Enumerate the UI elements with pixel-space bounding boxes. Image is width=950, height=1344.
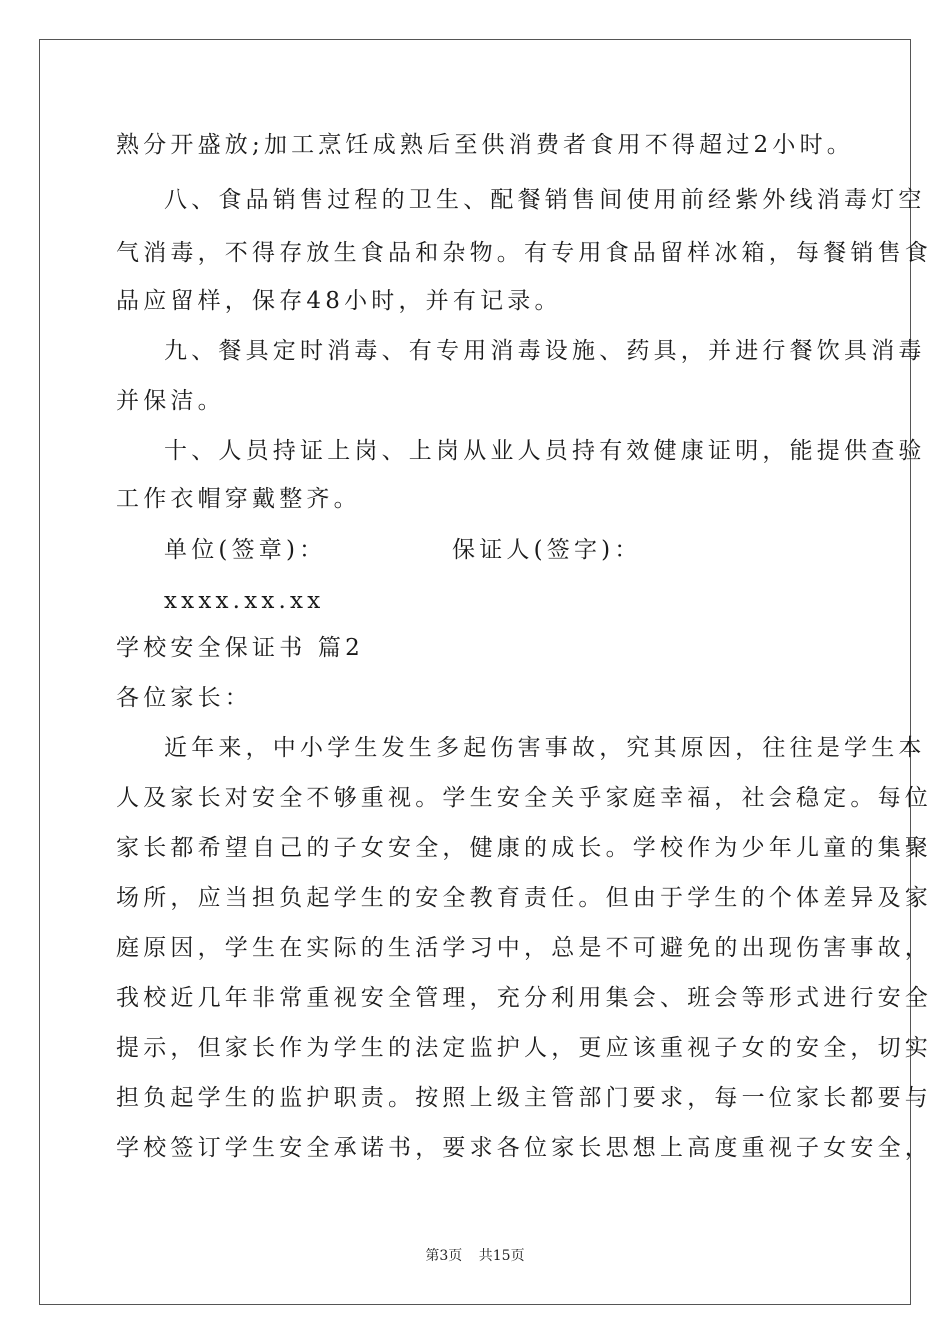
- text-line: 学校签订学生安全承诺书，要求各位家长思想上高度重视子女安全，: [116, 1135, 932, 1161]
- text-line: 近年来，中小学生发生多起伤害事故，究其原因，往往是学生本: [164, 735, 926, 761]
- page-number: 第3页: [425, 1248, 463, 1264]
- text-line: 九、餐具定时消毒、有专用消毒设施、药具，并进行餐饮具消毒: [164, 338, 926, 364]
- text-line: 十、人员持证上岗、上岗从业人员持有效健康证明，能提供查验: [164, 438, 926, 464]
- text-line: 庭原因，学生在实际的生活学习中，总是不可避免的出现伤害事故，: [116, 935, 932, 961]
- text-line: 八、食品销售过程的卫生、配餐销售间使用前经紫外线消毒灯空: [164, 187, 926, 213]
- signature-unit-label: 单位(签章)：: [164, 537, 327, 563]
- text-line: 家长都希望自己的子女安全，健康的成长。学校作为少年儿童的集聚: [116, 835, 932, 861]
- page-border: [39, 39, 911, 1305]
- text-line: 熟分开盛放;加工烹饪成熟后至供消费者食用不得超过2小时。: [116, 132, 854, 158]
- text-line: 提示，但家长作为学生的法定监护人，更应该重视子女的安全，切实: [116, 1035, 932, 1061]
- text-line: 气消毒，不得存放生食品和杂物。有专用食品留样冰箱，每餐销售食: [116, 240, 932, 266]
- text-line: 品应留样，保存48小时，并有记录。: [116, 288, 562, 314]
- section-heading: 学校安全保证书 篇2: [116, 635, 364, 661]
- date-line: xxxx.xx.xx: [164, 588, 325, 614]
- page-total: 共15页: [478, 1248, 525, 1264]
- signature-guarantor-label: 保证人(签字)：: [452, 537, 642, 563]
- salutation: 各位家长：: [116, 685, 252, 711]
- text-line: 并保洁。: [116, 388, 225, 414]
- text-line: 我校近几年非常重视安全管理，充分利用集会、班会等形式进行安全: [116, 985, 932, 1011]
- text-line: 工作衣帽穿戴整齐。: [116, 486, 361, 512]
- text-line: 人及家长对安全不够重视。学生安全关乎家庭幸福，社会稳定。每位: [116, 785, 932, 811]
- text-line: 场所，应当担负起学生的安全教育责任。但由于学生的个体差异及家: [116, 885, 932, 911]
- page-footer: [0, 1245, 950, 1265]
- text-line: 担负起学生的监护职责。按照上级主管部门要求，每一位家长都要与: [116, 1085, 932, 1111]
